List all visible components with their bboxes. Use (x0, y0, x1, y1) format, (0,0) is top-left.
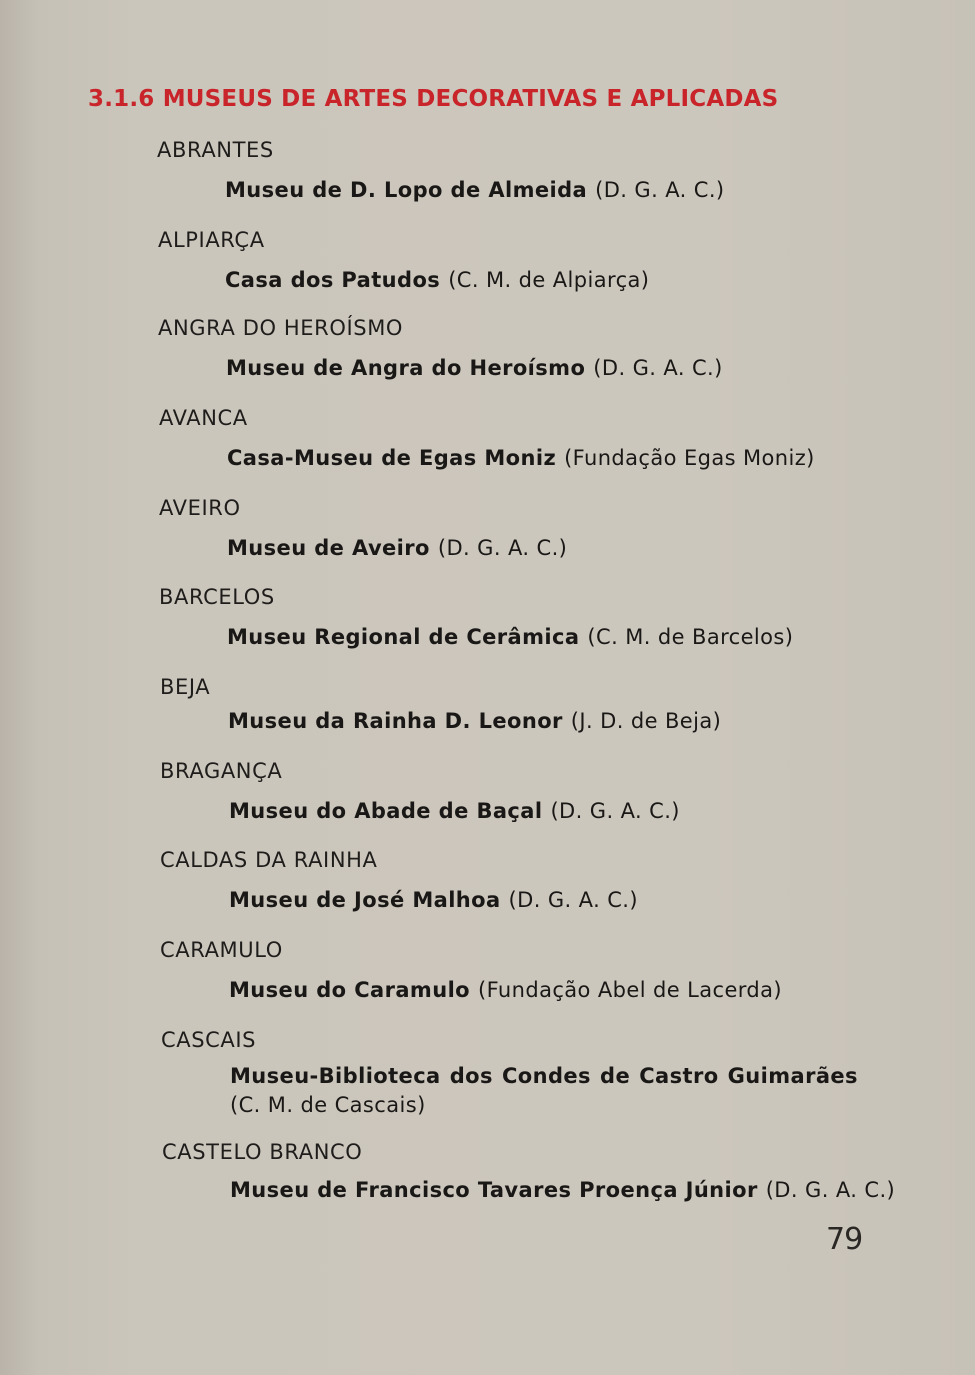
museum-name: Casa dos Patudos (225, 268, 441, 292)
city-caldas-da-rainha: CALDAS DA RAINHA (160, 848, 378, 872)
museum-name-word: Condes (501, 1064, 591, 1088)
city-abrantes: ABRANTES (157, 138, 274, 162)
museum-entry-avanca (227, 446, 815, 470)
section-heading: 3.1.6 MUSEUS DE ARTES DECORATIVAS E APLICADAS (88, 86, 779, 112)
museum-entry-abrantes (225, 178, 725, 202)
museum-owner: (D. G. A. C.) (550, 799, 680, 823)
museum-owner: (D. G. A. C.) (595, 178, 725, 202)
museum-name: Museu do Caramulo (229, 978, 470, 1002)
museum-name-word: Museu-Biblioteca (230, 1064, 441, 1088)
museum-owner: (C. M. de Alpiarça) (448, 268, 650, 292)
city-barcelos: BARCELOS (159, 585, 275, 609)
city-angra-do-heroismo: ANGRA DO HEROÍSMO (158, 316, 404, 340)
city-aveiro: AVEIRO (159, 496, 241, 520)
museum-entry-beja (228, 709, 721, 733)
city-cascais: CASCAIS (161, 1028, 257, 1052)
museum-name: Casa-Museu de Egas Moniz (227, 446, 557, 470)
museum-owner: (D. G. A. C.) (508, 888, 638, 912)
museum-entry-angra (226, 356, 723, 380)
city-braganca: BRAGANÇA (160, 759, 283, 783)
museum-name: Museu Regional de Cerâmica (227, 625, 580, 649)
museum-name: Museu da Rainha D. Leonor (228, 709, 563, 733)
museum-entry-caramulo (229, 978, 782, 1002)
museum-owner: (C. M. de Cascais) (230, 1093, 426, 1117)
city-avanca: AVANCA (159, 406, 248, 430)
museum-owner: (Fundação Abel de Lacerda) (478, 978, 783, 1002)
museum-name-word: Guimarães (727, 1064, 858, 1088)
city-castelo-branco: CASTELO BRANCO (162, 1140, 363, 1164)
museum-entry-alpiarca (225, 268, 649, 292)
museum-name-word: dos (449, 1064, 493, 1088)
museum-entry-braganca (229, 799, 680, 823)
museum-owner: (C. M. de Barcelos) (587, 625, 794, 649)
museum-name-word: de (600, 1064, 631, 1088)
museum-name: Museu de Aveiro (227, 536, 430, 560)
museum-owner: (D. G. A. C.) (765, 1178, 896, 1202)
museum-entry-barcelos (227, 625, 793, 649)
city-beja: BEJA (160, 675, 211, 699)
museum-owner: (D. G. A. C.) (593, 356, 723, 380)
museum-entry-caldas (229, 888, 638, 912)
museum-owner: (J. D. de Beja) (570, 709, 722, 733)
museum-name-justified (230, 1064, 858, 1088)
museum-name: Museu do Abade de Baçal (229, 799, 543, 823)
city-caramulo: CARAMULO (160, 938, 283, 962)
museum-name: Museu de José Malhoa (229, 888, 501, 912)
museum-owner: (D. G. A. C.) (437, 536, 568, 560)
museum-name-word: Castro (639, 1064, 719, 1088)
museum-entry-aveiro (227, 536, 567, 560)
city-alpiarca: ALPIARÇA (158, 228, 265, 252)
museum-entry-castelo-branco (230, 1178, 895, 1202)
museum-entry-cascais (230, 1064, 858, 1088)
museum-name: Museu de D. Lopo de Almeida (225, 178, 588, 202)
museum-owner: (Fundação Egas Moniz) (564, 446, 815, 470)
museum-name: Museu de Francisco Tavares Proença Júnior (230, 1178, 758, 1202)
museum-name: Museu de Angra do Heroísmo (226, 356, 586, 380)
page-number: 79 (826, 1222, 863, 1257)
